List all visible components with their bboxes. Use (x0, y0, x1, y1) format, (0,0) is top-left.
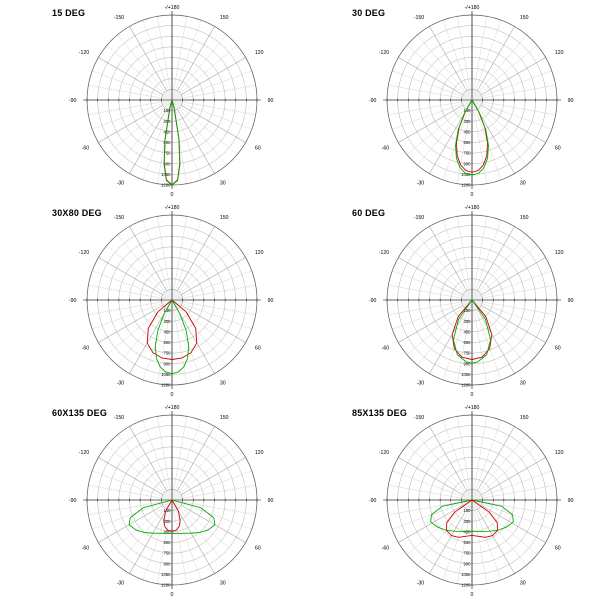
svg-text:-30: -30 (416, 180, 425, 187)
svg-text:900: 900 (163, 561, 171, 567)
svg-text:300: 300 (163, 118, 171, 124)
polar-chart-cell (0, 0, 300, 200)
svg-text:-/+180: -/+180 (164, 205, 180, 211)
svg-text:0: 0 (470, 192, 474, 198)
svg-text:-60: -60 (81, 345, 90, 352)
svg-text:-30: -30 (116, 580, 125, 587)
polar-chart-cell (300, 0, 600, 200)
svg-text:1050: 1050 (461, 371, 471, 377)
svg-text:1050: 1050 (461, 171, 471, 177)
svg-text:300: 300 (163, 518, 171, 524)
svg-text:-60: -60 (81, 145, 90, 152)
svg-text:60: 60 (254, 145, 261, 152)
svg-text:-60: -60 (381, 145, 390, 152)
svg-text:150: 150 (463, 508, 471, 514)
svg-text:-/+180: -/+180 (464, 205, 480, 211)
svg-text:-150: -150 (113, 414, 125, 421)
svg-text:150: 150 (219, 414, 229, 421)
svg-text:0: 0 (170, 392, 174, 398)
svg-text:-90: -90 (68, 97, 77, 104)
polar-chart-cell (0, 200, 300, 400)
svg-text:-150: -150 (413, 414, 425, 421)
svg-text:450: 450 (463, 529, 471, 535)
svg-text:-120: -120 (78, 249, 90, 256)
svg-text:1050: 1050 (461, 571, 471, 577)
svg-text:900: 900 (463, 561, 471, 567)
svg-text:150: 150 (519, 14, 529, 21)
svg-text:-60: -60 (81, 545, 90, 552)
svg-text:-150: -150 (113, 214, 125, 221)
svg-text:-90: -90 (68, 497, 77, 504)
svg-text:300: 300 (463, 518, 471, 524)
svg-text:-120: -120 (378, 449, 390, 456)
svg-text:30: 30 (519, 380, 526, 387)
chart-title: 85X135 DEG (352, 408, 408, 418)
svg-text:450: 450 (163, 129, 171, 135)
svg-text:750: 750 (463, 550, 471, 556)
svg-text:450: 450 (463, 329, 471, 335)
svg-text:90: 90 (567, 297, 574, 304)
svg-text:900: 900 (463, 361, 471, 367)
svg-text:900: 900 (163, 361, 171, 367)
svg-text:60: 60 (554, 145, 561, 152)
svg-text:1050: 1050 (161, 571, 171, 577)
svg-text:-30: -30 (416, 380, 425, 387)
svg-text:90: 90 (567, 497, 574, 504)
svg-text:150: 150 (519, 214, 529, 221)
svg-text:-/+180: -/+180 (464, 5, 480, 11)
svg-text:60: 60 (254, 345, 261, 352)
svg-text:30: 30 (519, 180, 526, 187)
svg-text:1200: 1200 (461, 382, 471, 388)
svg-text:600: 600 (463, 340, 471, 345)
svg-text:120: 120 (554, 49, 564, 56)
svg-text:-120: -120 (78, 449, 90, 456)
svg-text:150: 150 (463, 308, 471, 314)
svg-text:90: 90 (267, 97, 274, 104)
svg-text:60: 60 (554, 545, 561, 552)
svg-text:300: 300 (163, 318, 171, 324)
svg-text:0: 0 (170, 592, 174, 598)
svg-text:90: 90 (267, 297, 274, 304)
svg-text:150: 150 (163, 108, 171, 114)
svg-text:-/+180: -/+180 (164, 405, 180, 411)
svg-text:120: 120 (254, 449, 264, 456)
svg-text:30: 30 (219, 380, 226, 387)
svg-text:900: 900 (463, 161, 471, 167)
svg-text:30: 30 (219, 580, 226, 587)
svg-text:1200: 1200 (161, 582, 171, 588)
polar-diagram (0, 200, 300, 400)
svg-text:450: 450 (463, 129, 471, 135)
svg-text:-30: -30 (116, 180, 125, 187)
svg-text:150: 150 (219, 14, 229, 21)
svg-text:600: 600 (463, 540, 471, 545)
svg-text:-150: -150 (413, 214, 425, 221)
svg-text:750: 750 (463, 150, 471, 156)
svg-text:1200: 1200 (161, 382, 171, 388)
svg-text:60: 60 (254, 545, 261, 552)
svg-text:120: 120 (554, 449, 564, 456)
svg-text:750: 750 (463, 350, 471, 356)
svg-text:-120: -120 (78, 49, 90, 56)
svg-text:-/+180: -/+180 (164, 5, 180, 11)
svg-text:150: 150 (463, 108, 471, 114)
svg-text:60: 60 (554, 345, 561, 352)
polar-diagram (0, 400, 300, 600)
polar-diagram (300, 400, 600, 600)
svg-text:150: 150 (163, 308, 171, 314)
svg-text:0: 0 (470, 392, 474, 398)
svg-text:600: 600 (163, 340, 171, 345)
svg-text:1050: 1050 (161, 371, 171, 377)
svg-text:120: 120 (554, 249, 564, 256)
svg-text:-150: -150 (413, 14, 425, 21)
svg-text:-30: -30 (416, 580, 425, 587)
svg-text:1200: 1200 (461, 182, 471, 188)
polar-diagram (0, 0, 300, 200)
svg-text:-120: -120 (378, 49, 390, 56)
chart-title: 60X135 DEG (52, 408, 108, 418)
svg-text:30: 30 (219, 180, 226, 187)
svg-text:-90: -90 (68, 297, 77, 304)
svg-text:1200: 1200 (461, 582, 471, 588)
svg-text:-60: -60 (381, 345, 390, 352)
polar-chart-cell (300, 200, 600, 400)
svg-text:0: 0 (170, 192, 174, 198)
svg-text:-150: -150 (113, 14, 125, 21)
svg-text:150: 150 (519, 414, 529, 421)
svg-text:300: 300 (463, 118, 471, 124)
chart-title: 60 DEG (352, 208, 386, 218)
svg-text:30: 30 (519, 580, 526, 587)
svg-text:90: 90 (567, 97, 574, 104)
svg-text:600: 600 (163, 540, 171, 545)
svg-text:750: 750 (163, 550, 171, 556)
svg-text:600: 600 (463, 140, 471, 145)
polar-chart-cell (0, 400, 300, 600)
svg-text:1050: 1050 (161, 171, 171, 177)
svg-text:-60: -60 (381, 545, 390, 552)
polar-chart-cell (300, 400, 600, 600)
svg-text:600: 600 (163, 140, 171, 145)
chart-title: 15 DEG (52, 8, 86, 18)
svg-text:750: 750 (163, 350, 171, 356)
polar-diagram (300, 200, 600, 400)
svg-text:90: 90 (267, 497, 274, 504)
svg-text:-30: -30 (116, 380, 125, 387)
svg-text:300: 300 (463, 318, 471, 324)
svg-text:450: 450 (163, 529, 171, 535)
chart-title: 30X80 DEG (52, 208, 102, 218)
svg-text:150: 150 (219, 214, 229, 221)
svg-text:120: 120 (254, 49, 264, 56)
svg-text:-90: -90 (368, 97, 377, 104)
svg-text:-90: -90 (368, 297, 377, 304)
svg-text:150: 150 (163, 508, 171, 514)
svg-text:0: 0 (470, 592, 474, 598)
svg-text:750: 750 (163, 150, 171, 156)
chart-title: 30 DEG (352, 8, 386, 18)
svg-text:-/+180: -/+180 (464, 405, 480, 411)
svg-text:120: 120 (254, 249, 264, 256)
svg-text:-90: -90 (368, 497, 377, 504)
polar-diagram (300, 0, 600, 200)
svg-text:450: 450 (163, 329, 171, 335)
svg-text:900: 900 (163, 161, 171, 167)
svg-text:1200: 1200 (161, 182, 171, 188)
svg-text:-120: -120 (378, 249, 390, 256)
